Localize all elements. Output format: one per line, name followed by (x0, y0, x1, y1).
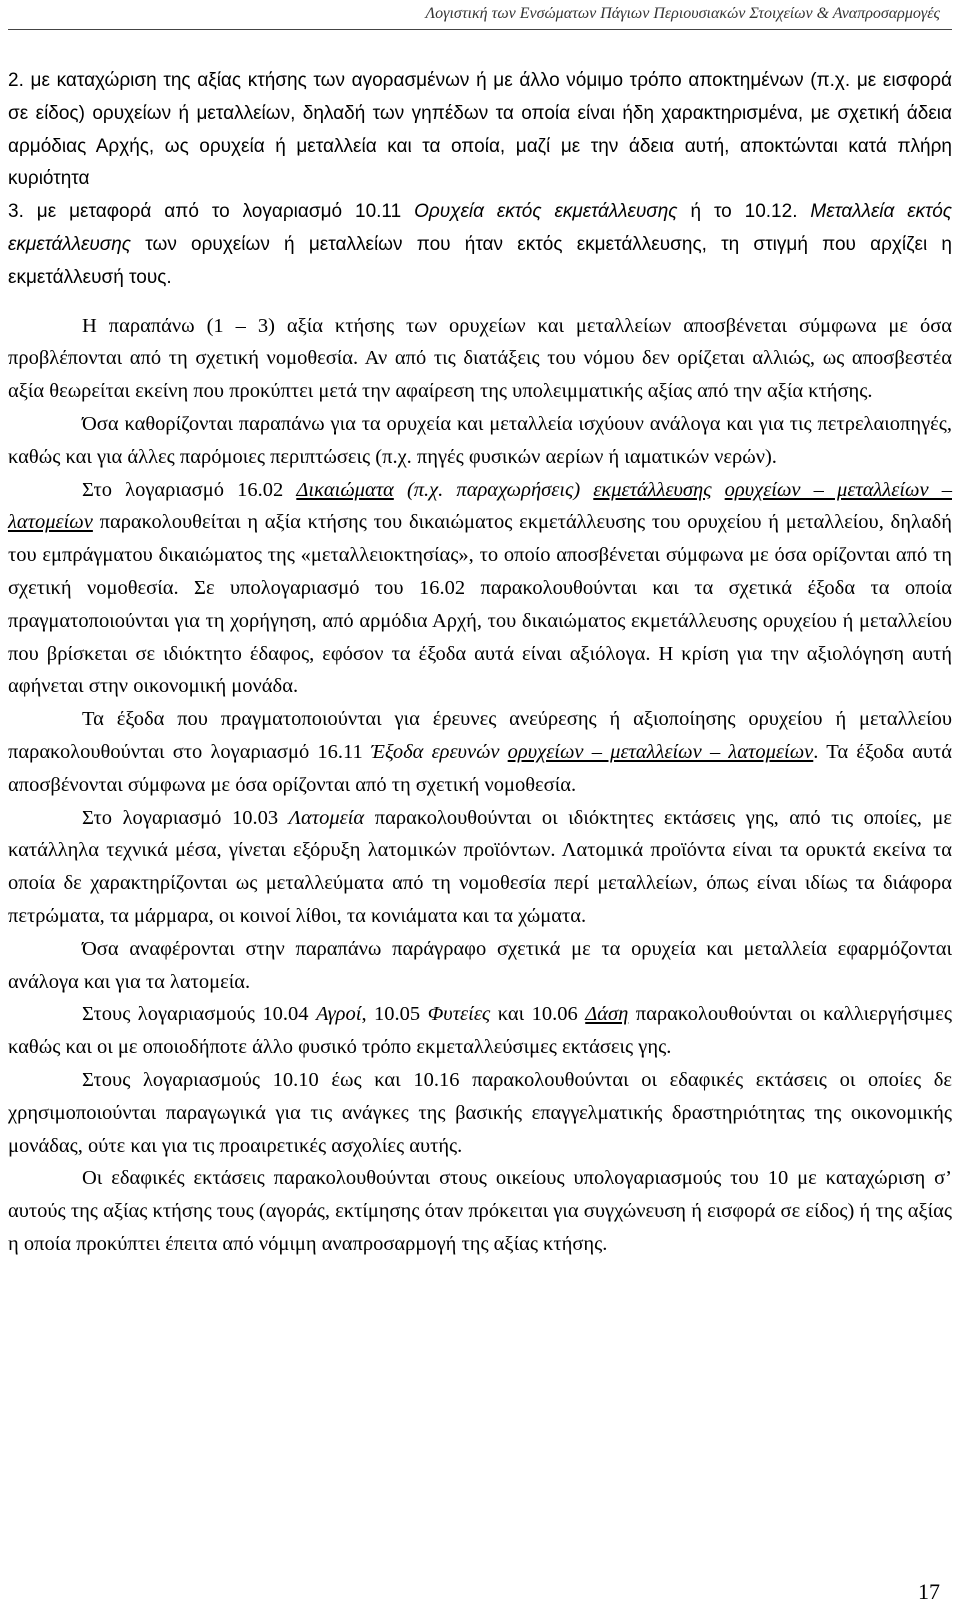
account-name: ορυχείων – μεταλλείων – λατομείων (8, 478, 952, 534)
paragraph-oil-wells: Όσα καθορίζονται παραπάνω για τα ορυχεία και μεταλλεία ισχύουν ανάλογα και για τις πετρελαιοπηγές, καθώς και για άλλες παρόμοιες περιπτώσεις (π.χ. πηγές φυσικών αερίων ή ιαματικών νερών). (8, 412, 952, 468)
paragraph-account-1602 (8, 474, 952, 704)
list-number: 3. (8, 201, 24, 223)
account-name: Λατομεία (288, 806, 365, 829)
text-run (712, 479, 725, 501)
text-run: με μεταφορά από το λογαριασμό 10.11 (36, 201, 415, 223)
account-name: (π.χ. παραχωρήσεις) (393, 478, 594, 501)
text-run: των ορυχείων ή μεταλλείων που ήταν εκτός εκμετάλλευσης, τη στιγμή που αρχίζει η εκμετάλλευσή τους. (8, 233, 952, 288)
text-run: Στο λογαριασμό 16.02 (82, 478, 297, 501)
text-run: Τα έξοδα που πραγματοποιούνται για έρευνες ανεύρεσης ή αξιοποίησης ορυχείου ή μεταλλείου παρακολουθούνται στο λογαριασμό 16.11 (8, 708, 952, 763)
account-name: Φυτείες (427, 1003, 491, 1026)
account-name: Δικαιώματα (296, 478, 394, 501)
account-name: Ορυχεία εκτός εκμετάλλευσης (414, 201, 678, 223)
text-run: και 10.06 (490, 1003, 586, 1026)
paragraph-account-1611 (8, 703, 952, 801)
account-name: Έξοδα ερευνών (370, 740, 508, 763)
paragraph-depreciation: Η παραπάνω (1 – 3) αξία κτήσης των ορυχείων και μεταλλείων αποσβένεται σύμφωνα με όσα προβλέπονται από τη σχετική νομοθεσία. Αν από τις διατάξεις του νόμου δεν ορίζεται αλλιώς, ως αποσβεστέα αξία θεωρείται εκείνη που προκύπτει μετά την αφαίρεση της υπολειμματικής αξίας από την αξία κτήσης. (8, 314, 952, 403)
paragraph-land-tracking: Οι εδαφικές εκτάσεις παρακολουθούνται στους οικείους υπολογαριασμούς του 10 με καταχώριση σ’ αυτούς της αξίας κτήσης τους (αγοράς, εκτίμησης όταν πρόκειται για συγχώνευση ή εισφορά σε είδος) ή της αξίας η οποία προκύπτει έπειτα από νόμιμη αναπροσαρμογή της αξίας κτήσης. (8, 1167, 952, 1255)
text-run: παρακολουθούνται οι καλλιεργήσιμες καθώς και οι με οποιοδήποτε άλλο φυσικό τρόπο εκμεταλλεύσιμες εκτάσεις γης. (8, 1003, 953, 1059)
account-name: ορυχείων – μεταλλείων – λατομείων (507, 740, 814, 763)
paragraph-accounts-1010-1016: Στους λογαριασμούς 10.10 έως και 10.16 παρακολουθούνται οι εδαφικές εκτάσεις οι οποίες δε χρησιμοποιούνται παραγωγικά για τις ανάγκες της βασικής επαγγελματικής δραστηριότητας της οικονομικής μονάδας, ούτε και για τις προαιρετικές ασχολίες αυτής. (8, 1068, 952, 1157)
account-name: εκμετάλλευσης (593, 478, 712, 501)
account-name: Δάση (585, 1003, 629, 1026)
list-item-3 (8, 196, 952, 294)
list-text: με καταχώριση της αξίας κτήσης των αγορασμένων ή με άλλο νόμιμο τρόπο αποκτημένων (π.χ. με εισφορά σε είδος) ορυχείων ή μεταλλείων, δηλαδή των γηπέδων τα οποία είναι ήδη χαρακτηρισμένα, με σχετική άδεια αρμόδιας Αρχής, ως ορυχεία ή μεταλλεία και τα οποία, μαζί με την άδεια αυτή, αποκτώνται κατά πλήρη κυριότητα (8, 70, 953, 190)
page-number: 17 (918, 1579, 940, 1604)
paragraph-quarries: Όσα αναφέρονται στην παραπάνω παράγραφο σχετικά με τα ορυχεία και μεταλλεία εφαρμόζονται ανάλογα και για τα λατομεία. (8, 937, 952, 993)
document-body (8, 65, 952, 1261)
paragraph-account-1003 (8, 802, 952, 933)
text-run: Στους λογαριασμούς 10.04 (82, 1003, 316, 1026)
text-run: παρακολουθούνται οι ιδιόκτητες εκτάσεις γης, από τις οποίες, με κατάλληλα τεχνικά μέσα, γίνεται εξόρυξη λατομικών προϊόντων. Λατομικά προϊόντα είναι τα ορυκτά εκείνα τα οποία δε χαρακτηρίζονται ως μεταλλεύματα από τη νομοθεσία περί μεταλλείων, όπως είναι ιδίως τα διάφορα πετρώματα, τα μάρμαρα, οι κοινοί λίθοι, τα κονιάματα και τα χώματα. (8, 806, 952, 927)
text-run: , 10.05 (361, 1003, 428, 1026)
text-run: . Τα έξοδα αυτά αποσβένονται σύμφωνα με όσα ορίζονται από τη σχετική νομοθεσία. (8, 740, 952, 796)
text-run: παρακολουθείται η αξία κτήσης του δικαιώματος εκμετάλλευσης του ορυχείου ή μεταλλείου, δηλαδή του εμπράγματου δικαιώματος της «μεταλλειοκτησίας», το οποίο αποσβένεται σύμφωνα με όσα ορίζονται από τη σχετική νομοθεσία. Σε υπολογαριασμό του 16.02 παρακολουθούνται και τα σχετικά έξοδα τα οποία πραγματοποιούνται για τη χορήγηση, από αρμόδια Αρχή, του δικαιώματος εκμετάλλευσης ορυχείου ή μεταλλείου που βρίσκεται σε ιδιόκτητο έδαφος, εφόσον τα έξοδα αυτά είναι αξιόλογα. Η κρίση για την αξιολόγηση αυτή αφήνεται στην οικονομική μονάδα. (8, 511, 952, 698)
account-name: Μεταλλεία εκτός εκμετάλλευσης (8, 201, 953, 255)
running-header: Λογιστική των Ενσώματων Πάγιων Περιουσιακών Στοιχείων & Αναπροσαρμογές (425, 5, 940, 22)
text-run: Στο λογαριασμό 10.03 (82, 806, 289, 829)
text-run: ή το 10.12. (677, 201, 811, 223)
header-rule (8, 29, 952, 30)
account-name: Αγροί (315, 1003, 362, 1026)
paragraph-accounts-1004-1006 (8, 998, 952, 1064)
list-number: 2. (8, 70, 24, 91)
list-item-2 (8, 65, 952, 196)
